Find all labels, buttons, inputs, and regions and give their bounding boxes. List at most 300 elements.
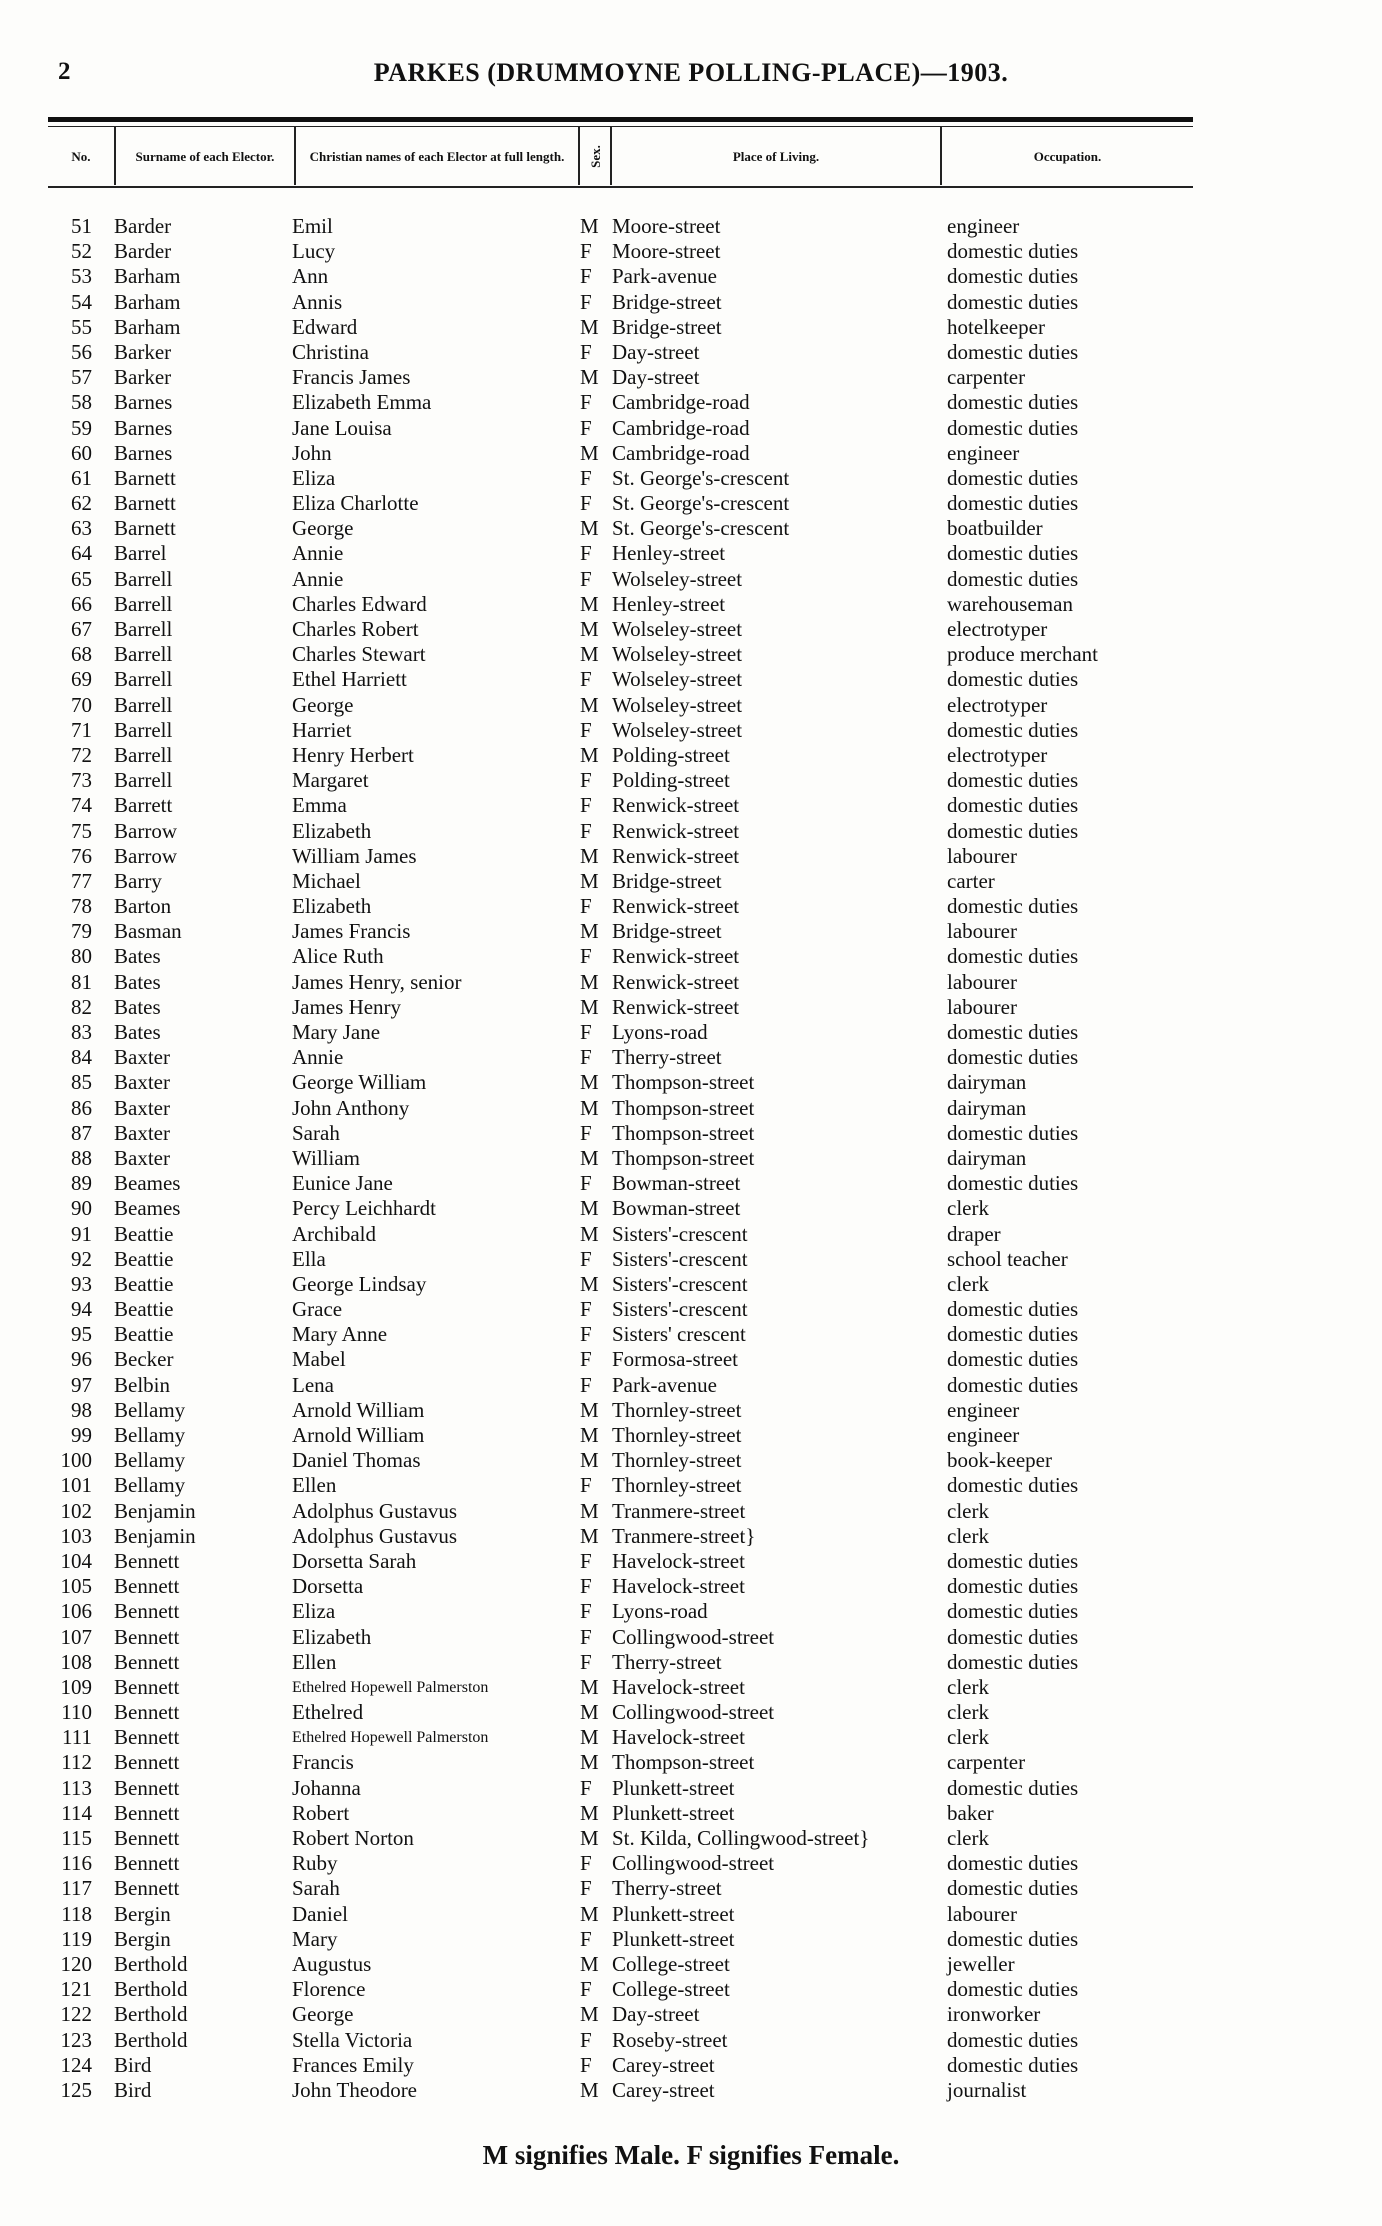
cell-occupation: carter — [947, 868, 995, 893]
cell-sex: M — [580, 1750, 599, 1775]
cell-number: 53 — [71, 264, 92, 289]
cell-surname: Beattie — [114, 1271, 174, 1296]
column-header-occupation: Occupation. — [1033, 148, 1102, 164]
cell-surname: Barrell — [114, 642, 173, 667]
cell-place: Park-avenue — [612, 264, 717, 289]
cell-christian-names: Dorsetta Sarah — [292, 1548, 417, 1573]
table-row — [0, 1322, 1382, 1347]
cell-occupation: electrotyper — [947, 617, 1048, 641]
cell-place: Cambridge-road — [612, 390, 750, 415]
cell-occupation: engineer — [947, 440, 1020, 465]
cell-occupation: engineer — [947, 1397, 1020, 1422]
cell-number: 91 — [71, 1221, 92, 1246]
cell-sex: F — [580, 1876, 592, 1901]
cell-christian-names: Lucy — [292, 239, 336, 264]
cell-sex: F — [580, 1347, 592, 1372]
cell-christian-names: George Lindsay — [292, 1271, 427, 1296]
cell-christian-names: Daniel Thomas — [292, 1448, 421, 1473]
cell-place: Havelock-street — [612, 1674, 745, 1699]
cell-number: 119 — [61, 1926, 92, 1951]
cell-christian-names: William — [292, 1145, 360, 1170]
cell-occupation: domestic duties — [947, 289, 1079, 314]
cell-number: 115 — [61, 1826, 92, 1850]
cell-sex: M — [580, 365, 599, 390]
cell-place: Collingwood-street — [612, 1624, 775, 1649]
cell-occupation: domestic duties — [947, 465, 1079, 490]
cell-occupation: labourer — [947, 919, 1017, 944]
cell-place: Polding-street — [612, 742, 730, 767]
cell-occupation: domestic duties — [947, 768, 1079, 793]
table-row — [0, 1448, 1382, 1473]
cell-surname: Bird — [114, 2077, 152, 2102]
table-row — [0, 693, 1382, 718]
cell-sex: M — [580, 1826, 599, 1850]
column-header-sex: Sex. — [580, 127, 612, 185]
cell-sex: M — [580, 1423, 599, 1447]
cell-surname: Benjamin — [114, 1498, 196, 1523]
cell-place: St. Kilda, Collingwood-street} — [612, 1826, 870, 1850]
cell-place: Thompson-street — [612, 1095, 755, 1120]
cell-number: 67 — [71, 617, 92, 641]
cell-christian-names: Mary — [292, 1926, 338, 1951]
cell-number: 62 — [71, 491, 92, 516]
table-row — [0, 1977, 1382, 2002]
cell-number: 107 — [60, 1624, 92, 1649]
cell-occupation: clerk — [947, 1523, 989, 1548]
cell-number: 94 — [71, 1297, 92, 1322]
table-row — [0, 1020, 1382, 1045]
table-row — [0, 919, 1382, 944]
cell-sex: F — [580, 1322, 592, 1347]
cell-surname: Barker — [114, 339, 172, 364]
cell-number: 90 — [71, 1196, 92, 1221]
cell-place: Plunkett-street — [612, 1926, 735, 1951]
cell-surname: Bird — [114, 2052, 152, 2077]
cell-sex: F — [580, 1926, 592, 1951]
cell-sex: M — [580, 2077, 599, 2102]
table-row — [0, 264, 1382, 289]
table-row — [0, 516, 1382, 541]
cell-sex: M — [580, 1951, 599, 1976]
table-row — [0, 1826, 1382, 1851]
cell-occupation: clerk — [947, 1700, 989, 1725]
cell-sex: M — [580, 1221, 599, 1246]
cell-surname: Benjamin — [114, 1523, 196, 1548]
cell-number: 60 — [71, 440, 92, 465]
cell-christian-names: John Anthony — [292, 1095, 410, 1120]
cell-sex: M — [580, 516, 599, 541]
table-row — [0, 416, 1382, 441]
cell-place: Tranmere-street — [612, 1498, 746, 1523]
cell-surname: Bennett — [114, 1725, 180, 1750]
table-row — [0, 1499, 1382, 1524]
cell-place: College-street — [612, 1951, 730, 1976]
cell-place: Lyons-road — [612, 1020, 708, 1044]
cell-sex: F — [580, 1574, 592, 1599]
cell-occupation: domestic duties — [947, 944, 1079, 969]
cell-number: 76 — [71, 843, 92, 868]
cell-number: 101 — [60, 1473, 92, 1498]
cell-surname: Baxter — [114, 1045, 170, 1070]
cell-place: Sisters'-crescent — [612, 1246, 748, 1271]
cell-surname: Barrow — [114, 818, 177, 843]
cell-place: Thompson-street — [612, 1070, 755, 1095]
cell-christian-names: Sarah — [292, 1120, 340, 1145]
cell-christian-names: Edward — [292, 314, 358, 339]
cell-number: 58 — [71, 390, 92, 415]
cell-place: Bridge-street — [612, 289, 722, 314]
cell-surname: Barder — [114, 214, 172, 238]
cell-christian-names: Ethelred Hopewell Palmerston — [292, 1729, 489, 1747]
cell-surname: Barnes — [114, 390, 173, 415]
cell-place: Thornley-street — [612, 1448, 742, 1473]
cell-number: 59 — [71, 415, 92, 440]
cell-surname: Berthold — [114, 2027, 188, 2052]
cell-sex: F — [580, 1297, 592, 1322]
cell-christian-names: Ethel Harriett — [292, 667, 407, 692]
cell-surname: Bennett — [114, 1775, 180, 1800]
cell-number: 80 — [71, 944, 92, 969]
cell-christian-names: Elizabeth — [292, 818, 372, 843]
cell-place: Wolseley-street — [612, 566, 743, 591]
cell-number: 113 — [61, 1775, 92, 1800]
table-row — [0, 1549, 1382, 1574]
cell-christian-names: Eunice Jane — [292, 1171, 393, 1196]
cell-number: 117 — [61, 1876, 92, 1901]
cell-surname: Beattie — [114, 1221, 174, 1246]
cell-sex: M — [580, 1674, 599, 1699]
cell-number: 104 — [60, 1548, 92, 1573]
cell-number: 85 — [71, 1070, 92, 1095]
cell-surname: Barrell — [114, 667, 173, 692]
cell-christian-names: Christina — [292, 339, 369, 364]
table-row — [0, 869, 1382, 894]
cell-number: 81 — [71, 969, 92, 994]
cell-occupation: boatbuilder — [947, 516, 1043, 541]
cell-place: Thornley-street — [612, 1473, 742, 1498]
table-row — [0, 1347, 1382, 1372]
cell-christian-names: Florence — [292, 1977, 366, 2002]
cell-sex: F — [580, 717, 592, 742]
cell-surname: Bennett — [114, 1649, 180, 1674]
header-bottom-rule — [48, 186, 1193, 188]
cell-christian-names: John Theodore — [292, 2077, 418, 2102]
cell-occupation: book-keeper — [947, 1448, 1052, 1473]
cell-surname: Barnett — [114, 491, 176, 516]
table-row — [0, 1725, 1382, 1750]
cell-place: Polding-street — [612, 768, 730, 793]
cell-surname: Basman — [114, 919, 182, 944]
cell-occupation: domestic duties — [947, 491, 1079, 516]
cell-christian-names: Emil — [292, 214, 333, 238]
cell-surname: Barrell — [114, 591, 173, 616]
cell-christian-names: Annis — [292, 289, 343, 314]
cell-number: 52 — [71, 239, 92, 264]
table-row — [0, 1700, 1382, 1725]
table-row — [0, 1625, 1382, 1650]
table-row — [0, 617, 1382, 642]
cell-christian-names: Emma — [292, 793, 347, 818]
elector-list — [0, 214, 1382, 2103]
cell-occupation: domestic duties — [947, 1574, 1079, 1599]
cell-number: 71 — [71, 717, 92, 742]
cell-place: Collingwood-street — [612, 1851, 775, 1876]
cell-christian-names: Ruby — [292, 1851, 338, 1876]
cell-christian-names: Ellen — [292, 1649, 337, 1674]
cell-number: 70 — [71, 692, 92, 717]
cell-occupation: domestic duties — [947, 1977, 1079, 2002]
cell-surname: Barrel — [114, 541, 167, 566]
cell-place: Thompson-street — [612, 1145, 755, 1170]
cell-surname: Barrell — [114, 717, 173, 742]
cell-number: 66 — [71, 591, 92, 616]
page-number: 2 — [58, 58, 71, 85]
cell-christian-names: Francis James — [292, 365, 411, 390]
cell-place: Bridge-street — [612, 314, 722, 339]
cell-surname: Barker — [114, 365, 172, 390]
cell-christian-names: Margaret — [292, 768, 369, 793]
cell-number: 122 — [60, 2002, 92, 2027]
table-row — [0, 894, 1382, 919]
cell-place: Cambridge-road — [612, 440, 750, 465]
cell-place: Henley-street — [612, 541, 726, 566]
cell-occupation: domestic duties — [947, 566, 1079, 591]
table-row — [0, 2002, 1382, 2027]
cell-number: 54 — [71, 289, 92, 314]
cell-place: Renwick-street — [612, 793, 740, 818]
cell-surname: Belbin — [114, 1372, 170, 1397]
cell-surname: Barrell — [114, 742, 173, 767]
cell-christian-names: Robert Norton — [292, 1826, 414, 1850]
cell-occupation: domestic duties — [947, 1851, 1079, 1876]
table-row — [0, 365, 1382, 390]
cell-number: 123 — [60, 2027, 92, 2052]
cell-sex: M — [580, 1498, 599, 1523]
cell-occupation: domestic duties — [947, 1045, 1079, 1070]
cell-occupation: domestic duties — [947, 667, 1079, 692]
cell-christian-names: Annie — [292, 1045, 344, 1070]
cell-sex: M — [580, 1725, 599, 1750]
cell-number: 86 — [71, 1095, 92, 1120]
cell-occupation: domestic duties — [947, 1120, 1079, 1145]
table-row — [0, 1952, 1382, 1977]
cell-occupation: domestic duties — [947, 894, 1079, 919]
cell-sex: F — [580, 1045, 592, 1070]
cell-sex: F — [580, 818, 592, 843]
cell-sex: F — [580, 1171, 592, 1196]
cell-number: 114 — [61, 1800, 92, 1825]
cell-surname: Baxter — [114, 1120, 170, 1145]
table-row — [0, 995, 1382, 1020]
cell-occupation: domestic duties — [947, 390, 1079, 415]
cell-number: 100 — [60, 1448, 92, 1473]
cell-surname: Bellamy — [114, 1397, 186, 1422]
cell-christian-names: Adolphus Gustavus — [292, 1523, 458, 1548]
table-row — [0, 1222, 1382, 1247]
cell-sex: M — [580, 1070, 599, 1095]
cell-surname: Bergin — [114, 1901, 171, 1926]
table-row — [0, 1247, 1382, 1272]
cell-number: 65 — [71, 566, 92, 591]
table-row — [0, 2053, 1382, 2078]
cell-christian-names: Eliza — [292, 465, 336, 490]
cell-number: 92 — [71, 1246, 92, 1271]
cell-place: Tranmere-street} — [612, 1523, 756, 1548]
cell-occupation: domestic duties — [947, 541, 1079, 566]
cell-sex: F — [580, 339, 592, 364]
cell-christian-names: Sarah — [292, 1876, 340, 1901]
cell-place: Havelock-street — [612, 1725, 745, 1750]
table-row — [0, 844, 1382, 869]
cell-occupation: clerk — [947, 1498, 989, 1523]
cell-sex: M — [580, 1448, 599, 1473]
cell-place: Day-street — [612, 365, 700, 390]
cell-occupation: produce merchant — [947, 642, 1099, 667]
cell-occupation: domestic duties — [947, 1322, 1079, 1347]
cell-number: 56 — [71, 339, 92, 364]
header-rule-thick — [48, 117, 1193, 122]
cell-sex: F — [580, 2052, 592, 2077]
cell-number: 112 — [61, 1750, 92, 1775]
cell-surname: Barrell — [114, 617, 173, 641]
cell-occupation: electrotyper — [947, 692, 1048, 717]
table-row — [0, 290, 1382, 315]
cell-sex: F — [580, 465, 592, 490]
table-row — [0, 1801, 1382, 1826]
table-row — [0, 642, 1382, 667]
cell-surname: Bellamy — [114, 1448, 186, 1473]
cell-place: Carey-street — [612, 2077, 715, 2102]
cell-number: 74 — [71, 793, 92, 818]
cell-occupation: domestic duties — [947, 1020, 1079, 1044]
cell-occupation: domestic duties — [947, 1624, 1079, 1649]
cell-number: 98 — [71, 1397, 92, 1422]
table-row — [0, 1574, 1382, 1599]
cell-christian-names: Mary Jane — [292, 1020, 381, 1044]
cell-sex: F — [580, 768, 592, 793]
cell-christian-names: Eliza Charlotte — [292, 491, 419, 516]
cell-occupation: domestic duties — [947, 1876, 1079, 1901]
cell-sex: M — [580, 1901, 599, 1926]
cell-sex: F — [580, 1246, 592, 1271]
cell-surname: Bellamy — [114, 1473, 186, 1498]
cell-sex: F — [580, 1851, 592, 1876]
cell-christian-names: George William — [292, 1070, 427, 1095]
cell-christian-names: Elizabeth — [292, 1624, 372, 1649]
cell-occupation: domestic duties — [947, 339, 1079, 364]
cell-number: 95 — [71, 1322, 92, 1347]
cell-surname: Bennett — [114, 1851, 180, 1876]
cell-sex: M — [580, 868, 599, 893]
cell-christian-names: James Francis — [292, 919, 411, 944]
cell-place: Thompson-street — [612, 1120, 755, 1145]
table-row — [0, 1650, 1382, 1675]
cell-occupation: engineer — [947, 1423, 1020, 1447]
cell-christian-names: Alice Ruth — [292, 944, 384, 969]
table-row — [0, 1297, 1382, 1322]
cell-surname: Barnett — [114, 516, 176, 541]
table-row — [0, 2078, 1382, 2103]
table-row — [0, 239, 1382, 264]
cell-sex: M — [580, 2002, 599, 2027]
cell-sex: F — [580, 1020, 592, 1044]
cell-surname: Beattie — [114, 1297, 174, 1322]
cell-occupation: clerk — [947, 1271, 989, 1296]
cell-number: 73 — [71, 768, 92, 793]
cell-surname: Barry — [114, 868, 162, 893]
cell-surname: Baxter — [114, 1070, 170, 1095]
cell-christian-names: Elizabeth Emma — [292, 390, 432, 415]
cell-number: 55 — [71, 314, 92, 339]
cell-christian-names: Robert — [292, 1800, 350, 1825]
table-row — [0, 1070, 1382, 1095]
column-header-surname: Surname of each Elector. — [116, 127, 296, 185]
cell-occupation: dairyman — [947, 1145, 1027, 1170]
cell-sex: M — [580, 440, 599, 465]
table-row — [0, 1927, 1382, 1952]
cell-occupation: domestic duties — [947, 239, 1079, 264]
cell-occupation: domestic duties — [947, 1473, 1079, 1498]
table-row — [0, 1096, 1382, 1121]
cell-sex: M — [580, 843, 599, 868]
cell-number: 79 — [71, 919, 92, 944]
cell-surname: Bennett — [114, 1826, 180, 1850]
cell-place: Havelock-street — [612, 1548, 745, 1573]
cell-christian-names: George — [292, 516, 354, 541]
cell-christian-names: Ann — [292, 264, 329, 289]
cell-christian-names: Percy Leichhardt — [292, 1196, 437, 1221]
cell-sex: M — [580, 1700, 599, 1725]
cell-christian-names: Jane Louisa — [292, 415, 392, 440]
cell-occupation: domestic duties — [947, 717, 1079, 742]
cell-sex: F — [580, 415, 592, 440]
cell-surname: Baxter — [114, 1095, 170, 1120]
cell-place: College-street — [612, 1977, 730, 2002]
cell-surname: Barrell — [114, 692, 173, 717]
cell-sex: F — [580, 239, 592, 264]
cell-christian-names: Frances Emily — [292, 2052, 414, 2077]
cell-surname: Becker — [114, 1347, 174, 1372]
cell-christian-names: Lena — [292, 1372, 334, 1397]
cell-occupation: domestic duties — [947, 415, 1079, 440]
cell-number: 96 — [71, 1347, 92, 1372]
cell-number: 109 — [60, 1674, 92, 1699]
cell-place: Renwick-street — [612, 894, 740, 919]
cell-number: 87 — [71, 1120, 92, 1145]
table-row — [0, 1750, 1382, 1775]
table-row — [0, 1146, 1382, 1171]
cell-place: Sisters'-crescent — [612, 1221, 748, 1246]
cell-occupation: baker — [947, 1800, 994, 1825]
cell-occupation: domestic duties — [947, 1171, 1079, 1196]
cell-occupation: electrotyper — [947, 742, 1048, 767]
cell-place: Wolseley-street — [612, 617, 743, 641]
cell-number: 75 — [71, 818, 92, 843]
cell-place: Plunkett-street — [612, 1775, 735, 1800]
table-row — [0, 592, 1382, 617]
cell-surname: Baxter — [114, 1145, 170, 1170]
cell-surname: Barnett — [114, 465, 176, 490]
cell-sex: M — [580, 969, 599, 994]
cell-occupation: domestic duties — [947, 1926, 1079, 1951]
table-row — [0, 1776, 1382, 1801]
column-header-christian-names: Christian names of each Elector at full length. — [296, 127, 580, 185]
cell-surname: Bergin — [114, 1926, 171, 1951]
cell-occupation: labourer — [947, 994, 1017, 1019]
table-row — [0, 315, 1382, 340]
cell-occupation: dairyman — [947, 1095, 1027, 1120]
cell-sex: F — [580, 289, 592, 314]
